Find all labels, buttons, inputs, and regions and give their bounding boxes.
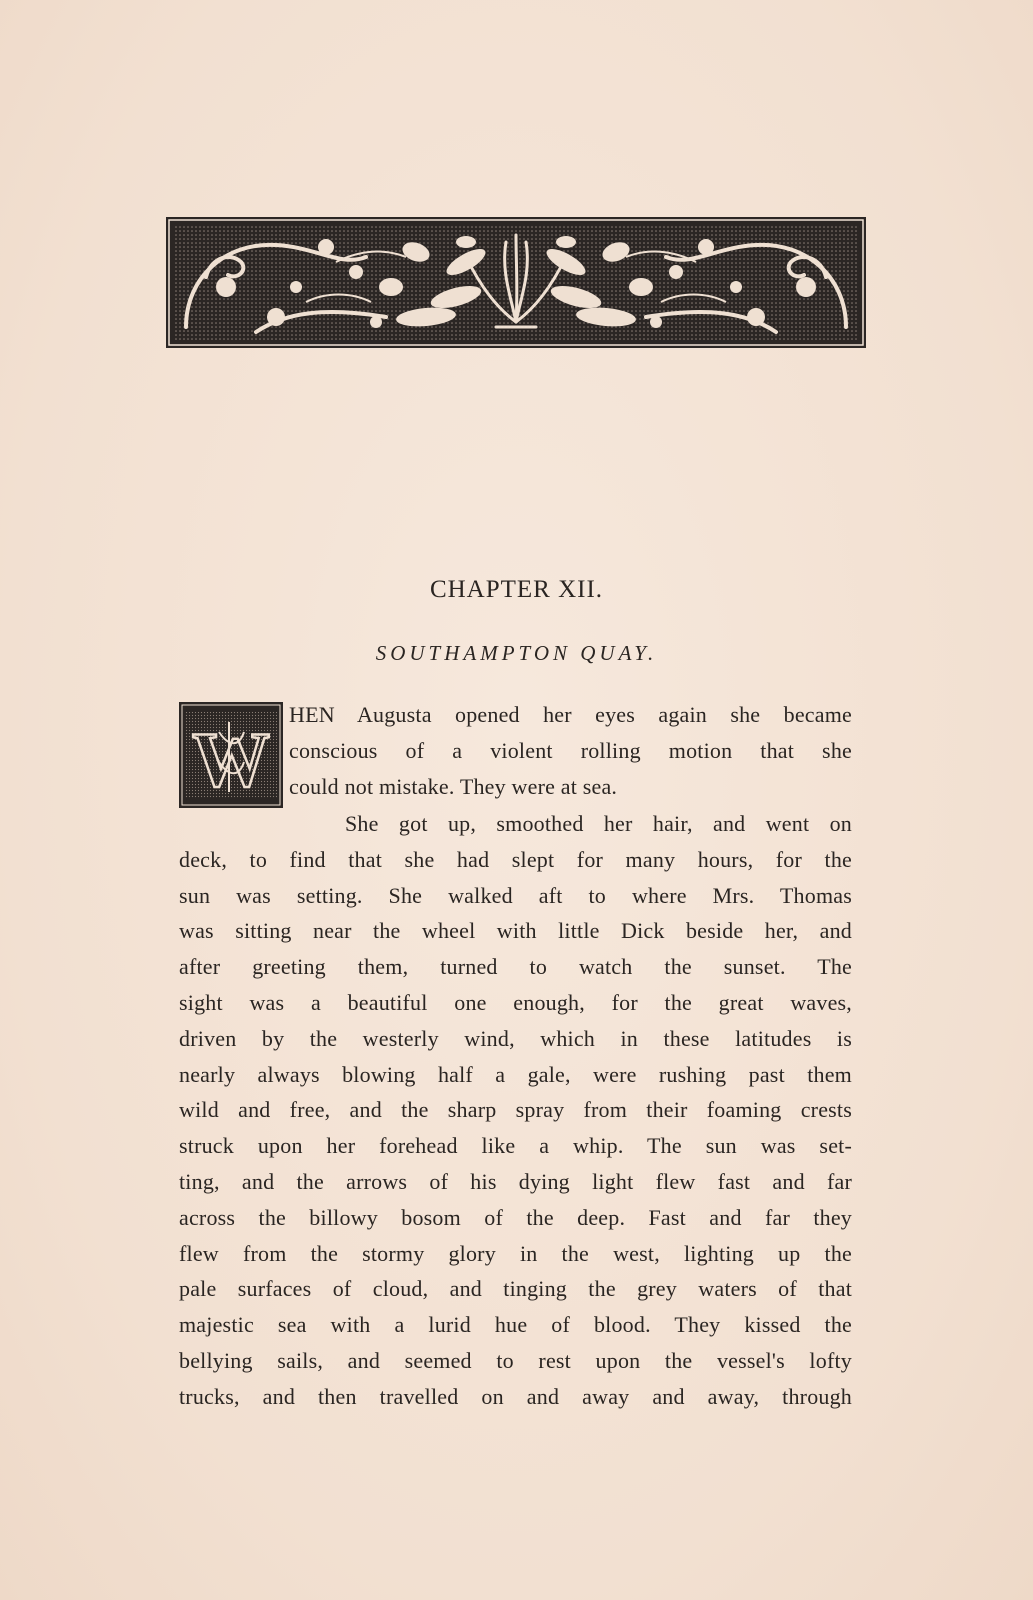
opening-lines (289, 697, 852, 804)
text-line: wild and free, and the sharp spray from their foaming crests (179, 1097, 852, 1123)
text-line: sight was a beautiful one enough, for the great waves, (179, 989, 852, 1015)
text-line: She got up, smoothed her hair, and went on (345, 811, 852, 836)
text-line: deck, to find that she had slept for many hours, for the (179, 846, 852, 872)
text-line: conscious of a violent rolling motion that she (289, 737, 852, 763)
text-line: pale surfaces of cloud, and tinging the grey waters of that (179, 1276, 852, 1302)
text-line: ting, and the arrows of his dying light flew fast and far (179, 1168, 852, 1194)
text-line: driven by the westerly wind, which in these latitudes is (179, 1025, 852, 1051)
text-line: across the billowy bosom of the deep. Fast and far they (179, 1204, 852, 1230)
text-line: nearly always blowing half a gale, were rushing past them (179, 1061, 852, 1087)
text-line: sun was setting. She walked aft to where Mrs. Thomas (179, 882, 852, 908)
text-line: bellying sails, and seemed to rest upon the vessel's lofty (179, 1347, 852, 1373)
body-text (179, 806, 852, 1415)
text-line: flew from the stormy glory in the west, lighting up the (179, 1240, 852, 1266)
text-line: was sitting near the wheel with little Dick beside her, and (179, 918, 852, 944)
dropcap-w-ornament (179, 702, 283, 808)
chapter-subtitle: SOUTHAMPTON QUAY. (375, 641, 658, 665)
text-line: could not mistake. They were at sea. (289, 773, 618, 799)
text-line: after greeting them, turned to watch the sunset. The (179, 954, 852, 980)
text-line: struck upon her forehead like a whip. The sun was set- (179, 1133, 852, 1159)
text-line: majestic sea with a lurid hue of blood. They kissed the (179, 1312, 852, 1338)
text-line: trucks, and then travelled on and away and away, through (179, 1383, 852, 1409)
dropcap-letter: W (192, 716, 270, 803)
chapter-title: CHAPTER XII. (429, 576, 604, 603)
text-line: HEN Augusta opened her eyes again she became (289, 702, 852, 727)
ornamental-headpiece (166, 217, 866, 348)
